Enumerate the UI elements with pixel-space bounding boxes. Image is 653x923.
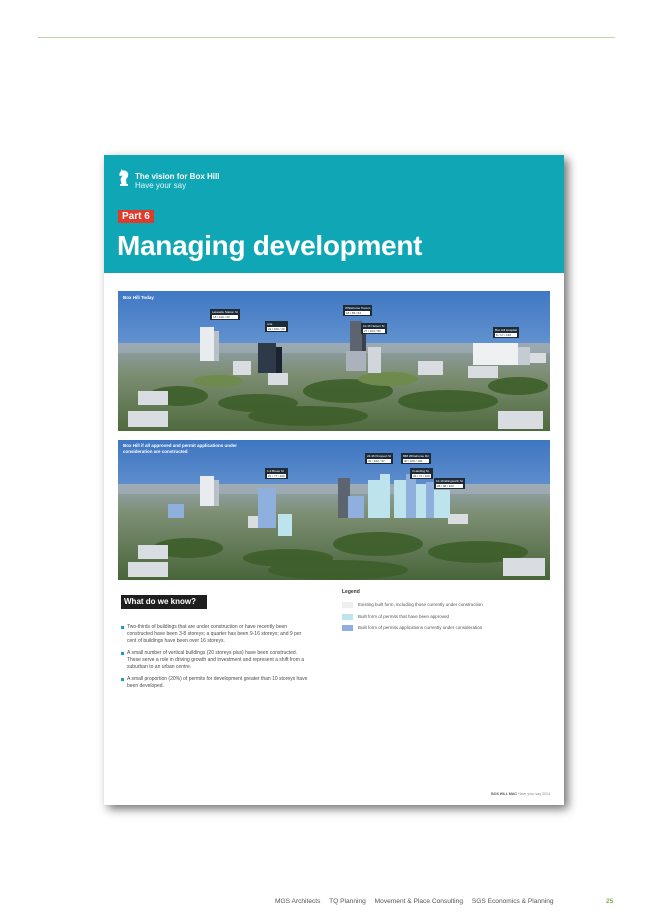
legend-label: Built form of permits applications currently under consideration	[358, 625, 483, 630]
page-number: 25	[606, 898, 614, 905]
document-page	[104, 155, 564, 805]
what-we-know-heading: What do we know?	[121, 595, 207, 609]
list-item: A small number of vertical buildings (20 storeys plus) have been constructed. These serve a role in driving growth and investment and represent a shift from a suburban to an urban centre.	[121, 650, 311, 671]
building-tag: 1-3 Bruce St 21 / 77 / 100	[265, 468, 288, 479]
image-caption: Box Hill if all approved and permit applications under consideration are constructed	[123, 443, 238, 454]
building-tag: Whitehorse Towers 18 / 83 / 64	[345, 306, 371, 315]
vision-subtitle: Have your say	[135, 181, 187, 190]
list-item: A small proportion (20%) of permits for development greater than 10 storeys have been developed.	[121, 676, 311, 690]
consultants-footer	[275, 898, 561, 905]
consultant-name: MGS Architects	[275, 898, 321, 905]
header-band	[104, 155, 564, 273]
building-tag: 10-16 Nelson St 27 / 103 / 80	[363, 324, 385, 333]
building-tag: Lakeside Station St 18 / 120 / 20	[212, 310, 238, 319]
consultant-name: Movement & Place Consulting	[374, 898, 463, 905]
building-tag: Aria 22 / 100 / 20	[265, 321, 288, 332]
legend-label: Existing built form, including those currently under construction	[358, 602, 483, 607]
legend-label: Built form of permits that have been approved	[358, 614, 450, 619]
legend-swatch	[342, 602, 353, 608]
list-item: Two-thirds of buildings that are under construction or have recently been constructed have been 3-8 storeys; a quarter has been 9-16 storeys; and 9 per cent of buildings have been over 16 storeys.	[121, 624, 311, 645]
building-tag: Box Hill Hospital 8 / 17 / 120	[495, 328, 517, 337]
chess-knight-icon	[117, 169, 131, 187]
legend-swatch	[342, 614, 353, 620]
top-divider	[38, 37, 615, 38]
city-render-today	[118, 291, 550, 431]
page-title: Managing development	[117, 230, 423, 261]
building-tag: 22-36 Prospect St 31 / 102 / 97	[367, 454, 392, 463]
document-footer: BOX HILL MAC Have your say 2014	[491, 792, 550, 796]
image-caption: Box Hill Today	[123, 295, 154, 300]
consultant-name: SGS Economics & Planning	[471, 898, 554, 905]
vision-title: The vision for Box Hill	[135, 172, 220, 181]
building-tag: 10-16 Ellingworth St 28 / 98 / 100	[436, 479, 463, 488]
legend-title: Legend	[342, 589, 360, 595]
part-label: Part 6	[118, 210, 154, 223]
legend-swatch	[342, 625, 353, 631]
findings-list	[121, 624, 311, 695]
city-render-future-graphic	[118, 440, 550, 580]
consultant-name: TQ Planning	[329, 898, 366, 905]
city-render-future	[118, 440, 550, 580]
building-tag: 3 Harding St 33 / 71 / 100	[410, 468, 433, 479]
building-tag: 868 Whitehorse Rd 30 / 100 / 100	[403, 454, 429, 463]
city-render-today-graphic	[118, 291, 550, 431]
